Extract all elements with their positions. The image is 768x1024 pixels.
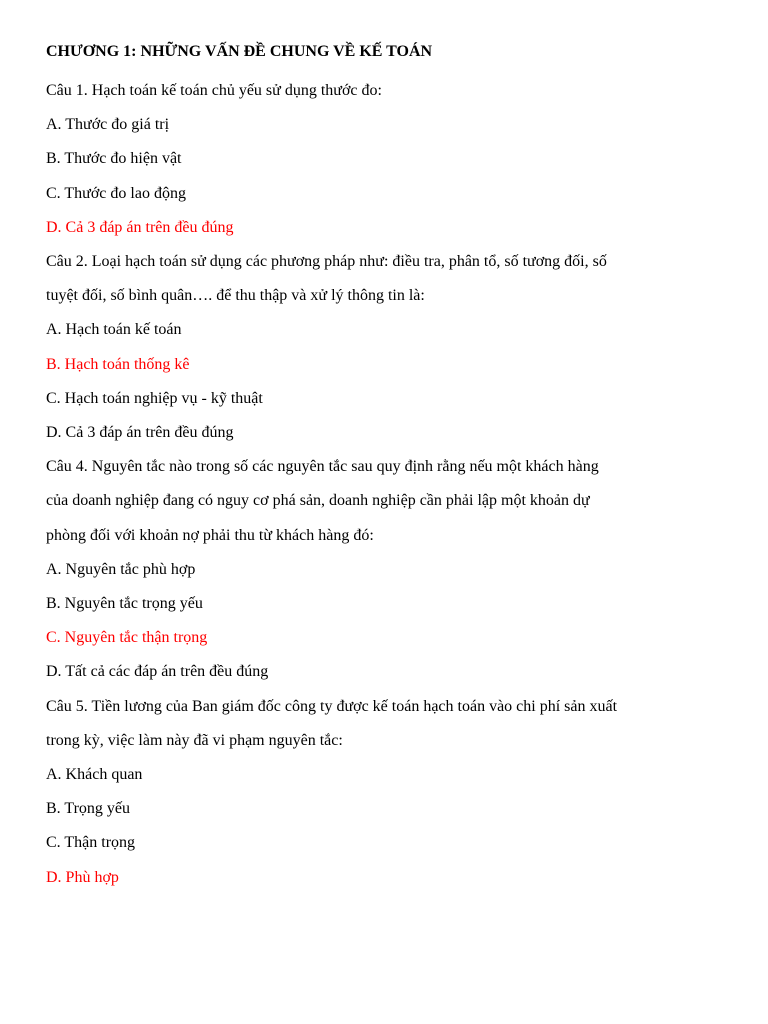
answer-option: D. Tất cả các đáp án trên đều đúng: [46, 663, 269, 681]
question-list: [46, 74, 686, 895]
correct-answer-option: D. Phù hợp: [46, 868, 119, 886]
answer-option: C. Thận trọng: [46, 834, 136, 852]
chapter-title: CHƯƠNG 1: NHỮNG VẤN ĐỀ CHUNG VỀ KẾ TOÁN: [46, 43, 433, 60]
answer-option: B. Trọng yếu: [46, 800, 131, 818]
answer-option: B. Nguyên tắc trọng yếu: [46, 595, 203, 613]
document-body: [46, 40, 686, 895]
answer-option: C. Thước đo lao động: [46, 184, 186, 202]
answer-option: A. Nguyên tắc phù hợp: [46, 560, 196, 578]
correct-answer-option: C. Nguyên tắc thận trọng: [46, 629, 208, 647]
question-block: [46, 245, 686, 450]
question-text: phòng đối với khoản nợ phải thu từ khách hàng đó:: [46, 526, 374, 544]
question-text: Câu 1. Hạch toán kế toán chủ yếu sử dụng thước đo:: [46, 82, 382, 99]
answer-option: D. Cả 3 đáp án trên đều đúng: [46, 424, 234, 442]
question-block: [46, 74, 686, 245]
answer-option: B. Thước đo hiện vật: [46, 150, 182, 168]
question-text: Câu 5. Tiền lương của Ban giám đốc công ty được kế toán hạch toán vào chi phí sản xuất: [46, 697, 618, 715]
correct-answer-option: D. Cả 3 đáp án trên đều đúng: [46, 218, 234, 236]
answer-option: C. Hạch toán nghiệp vụ - kỹ thuật: [46, 389, 263, 407]
correct-answer-option: B. Hạch toán thống kê: [46, 355, 190, 373]
question-block: [46, 690, 686, 895]
question-text: của doanh nghiệp đang có nguy cơ phá sản, doanh nghiệp cần phải lập một khoản dự: [46, 492, 590, 510]
question-text: tuyệt đối, số bình quân…. để thu thập và xử lý thông tin là:: [46, 287, 425, 305]
question-text: Câu 2. Loại hạch toán sử dụng các phương pháp như: điều tra, phân tổ, số tương đối, số: [46, 253, 607, 271]
question-block: [46, 450, 686, 689]
answer-option: A. Hạch toán kế toán: [46, 321, 182, 339]
question-text: trong kỳ, việc làm này đã vi phạm nguyên tắc:: [46, 731, 343, 749]
answer-option: A. Khách quan: [46, 766, 143, 784]
answer-option: A. Thước đo giá trị: [46, 116, 170, 134]
question-text: Câu 4. Nguyên tắc nào trong số các nguyên tắc sau quy định rằng nếu một khách hàng: [46, 458, 599, 476]
